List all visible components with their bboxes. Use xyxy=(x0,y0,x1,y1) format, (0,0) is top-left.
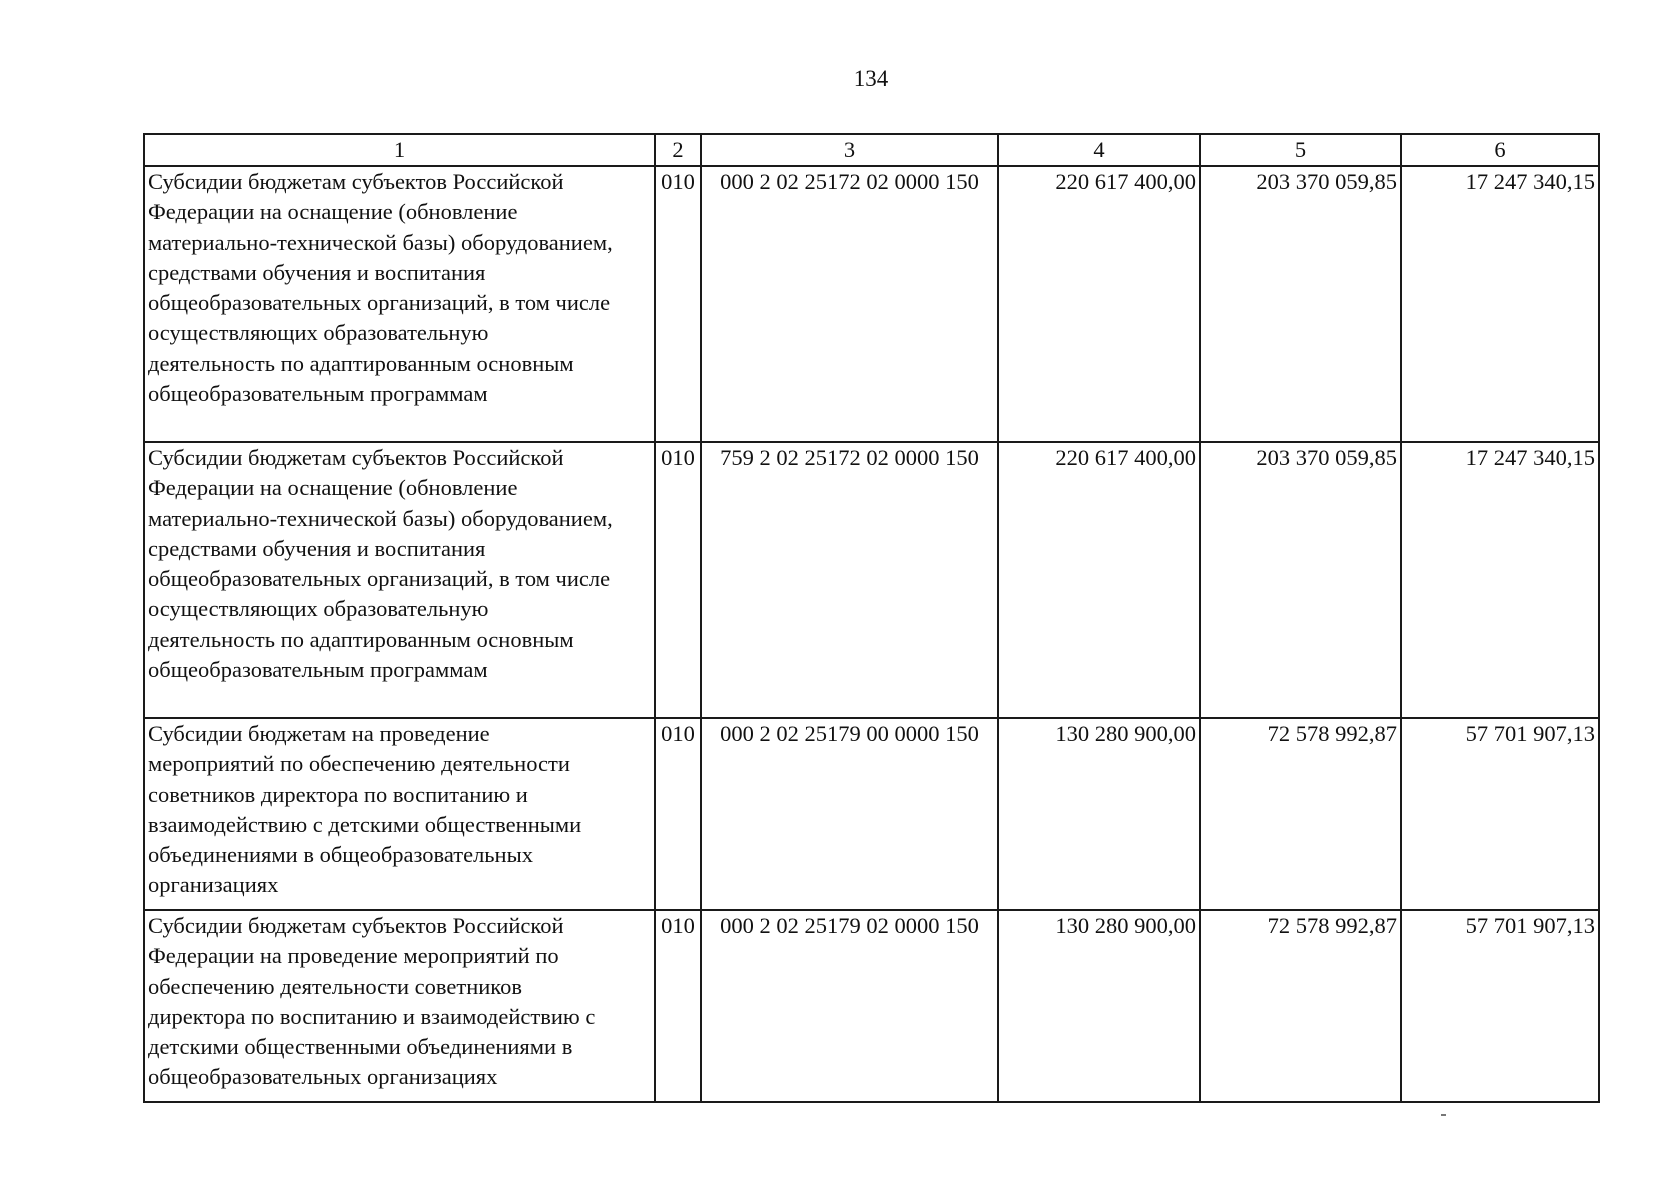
row-description-text: Субсидии бюджетам на проведение мероприятий по обеспечению деятельности советников директора по воспитанию и взаимодействию с детскими общественными объединениями в общеобразовательных организациях xyxy=(148,721,582,898)
row-executed-amount: 72 578 992,87 xyxy=(1200,910,1401,1102)
row-admin-code: 010 xyxy=(655,442,701,718)
scan-artifact-mark xyxy=(1441,1114,1446,1116)
column-header-5: 5 xyxy=(1200,134,1401,166)
row-unexecuted-amount: 17 247 340,15 xyxy=(1401,166,1599,442)
row-description xyxy=(144,910,655,1102)
row-admin-code: 010 xyxy=(655,166,701,442)
header-row xyxy=(144,134,1599,166)
row-unexecuted-amount: 57 701 907,13 xyxy=(1401,718,1599,910)
row-description-text: Субсидии бюджетам субъектов Российской Федерации на проведение мероприятий по обеспечению деятельности советников директора по воспитанию и взаимодействию с детскими общественными объединениями в общеобразовательных организациях xyxy=(148,913,596,1090)
table-row xyxy=(144,442,1599,718)
row-classification-code: 759 2 02 25172 02 0000 150 xyxy=(701,442,998,718)
column-header-3: 3 xyxy=(701,134,998,166)
row-admin-code: 010 xyxy=(655,718,701,910)
row-description-text: Субсидии бюджетам субъектов Российской Федерации на оснащение (обновление материально-технической базы) оборудованием, средствами обучения и воспитания общеобразовательных организаций, в том числе осуществляющих образовательную деятельность по адаптированным основным общеобразовательным программам xyxy=(148,445,613,683)
row-executed-amount: 72 578 992,87 xyxy=(1200,718,1401,910)
row-classification-code: 000 2 02 25172 02 0000 150 xyxy=(701,166,998,442)
row-description-text: Субсидии бюджетам субъектов Российской Федерации на оснащение (обновление материально-технической базы) оборудованием, средствами обучения и воспитания общеобразовательных организаций, в том числе осуществляющих образовательную деятельность по адаптированным основным общеобразовательным программам xyxy=(148,169,613,407)
row-classification-code: 000 2 02 25179 00 0000 150 xyxy=(701,718,998,910)
column-header-2: 2 xyxy=(655,134,701,166)
row-description xyxy=(144,442,655,718)
row-approved-amount: 130 280 900,00 xyxy=(998,718,1200,910)
row-description xyxy=(144,166,655,442)
column-header-1: 1 xyxy=(144,134,655,166)
row-approved-amount: 220 617 400,00 xyxy=(998,166,1200,442)
row-executed-amount: 203 370 059,85 xyxy=(1200,166,1401,442)
table-body xyxy=(144,166,1599,1102)
row-admin-code: 010 xyxy=(655,910,701,1102)
column-header-6: 6 xyxy=(1401,134,1599,166)
column-header-4: 4 xyxy=(998,134,1200,166)
table-row xyxy=(144,166,1599,442)
row-executed-amount: 203 370 059,85 xyxy=(1200,442,1401,718)
table-header xyxy=(144,134,1599,166)
table-row xyxy=(144,910,1599,1102)
table-row xyxy=(144,718,1599,910)
row-approved-amount: 130 280 900,00 xyxy=(998,910,1200,1102)
row-classification-code: 000 2 02 25179 02 0000 150 xyxy=(701,910,998,1102)
row-description xyxy=(144,718,655,910)
row-approved-amount: 220 617 400,00 xyxy=(998,442,1200,718)
row-unexecuted-amount: 57 701 907,13 xyxy=(1401,910,1599,1102)
page-number: 134 xyxy=(853,66,889,91)
row-unexecuted-amount: 17 247 340,15 xyxy=(1401,442,1599,718)
budget-table xyxy=(143,133,1600,1103)
